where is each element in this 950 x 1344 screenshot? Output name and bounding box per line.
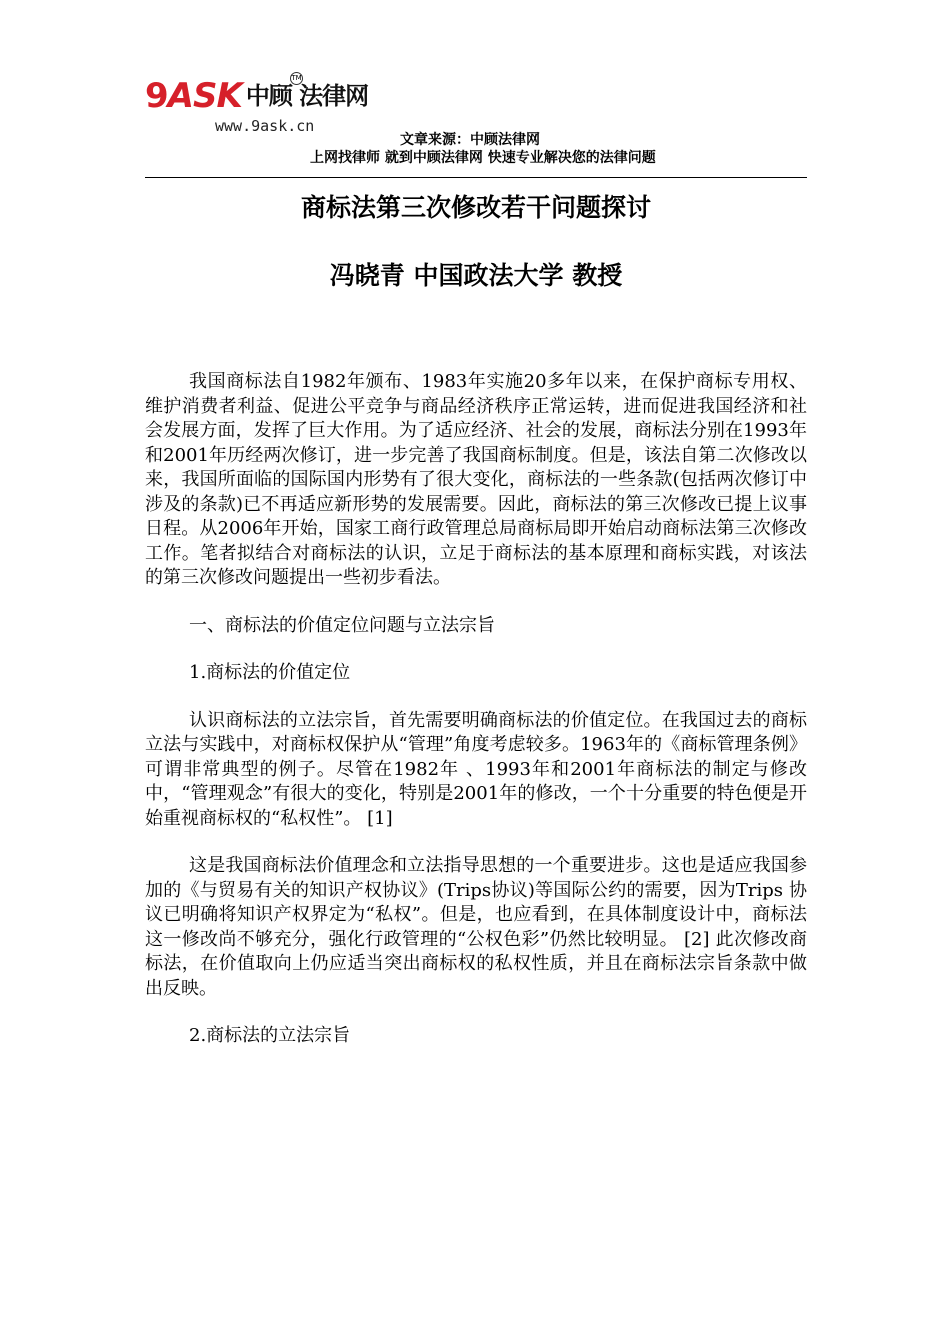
article-source: 文章来源：中顾法律网 <box>400 132 540 148</box>
site-logo[interactable] <box>145 72 405 142</box>
paragraph-progress: 这是我国商标法价值理念和立法指导思想的一个重要进步。这也是适应我国参加的《与贸易有关的知识产权协议》(Trips协议)等国际公约的需要，因为Trips 协议已明确将知识产权界定为“私权”。但是，也应看到，在具体制度设计中，商标法这一修改尚不够充分，强化行政管理的“公权色彩”仍然比较明显。 [2] 此次修改商标法，在价值取向上仍应适当突出商标权的私权性质，并且在商标法宗旨条款中做出反映。 <box>145 855 807 999</box>
site-header <box>145 72 807 180</box>
header-divider <box>145 177 807 178</box>
section-heading-1: 一、商标法的价值定位问题与立法宗旨 <box>189 614 495 636</box>
logo-wordmark <box>145 76 368 116</box>
article-author: 冯晓青 中国政法大学 教授 <box>329 261 623 290</box>
article-title: 商标法第三次修改若干问题探讨 <box>300 193 651 222</box>
article-body <box>145 370 807 1072</box>
subsection-heading-1-1: 1.商标法的价值定位 <box>189 662 351 683</box>
logo-ask: ASK <box>167 76 242 116</box>
paragraph-value-positioning: 认识商标法的立法宗旨，首先需要明确商标法的价值定位。在我国过去的商标立法与实践中，对商标权保护从“管理”角度考虑较多。1963年的《商标管理条例》可谓非常典型的例子。尽管在1982年 、1993年和2001年商标法的制定与修改中，“管理观念”有很大的变化，特别是2001年的修改，一个十分重要的特色便是开始重视商标权的“私权性”。 [1] <box>145 709 807 829</box>
logo-url: www.9ask.cn <box>215 117 315 135</box>
site-tagline: 上网找律师 就到中顾法律网 快速专业解决您的法律问题 <box>310 150 656 166</box>
logo-prefix: 9 <box>145 76 168 116</box>
logo-chinese-name: 中顾 法律网 <box>245 82 369 110</box>
paragraph-intro: 我国商标法自1982年颁布、1983年实施20多年以来，在保护商标专用权、维护消费者利益、促进公平竞争与商品经济秩序正常运转，进而促进我国经济和社会发展方面，发挥了巨大作用。为了适应经济、社会的发展，商标法分别在1993年和2001年历经两次修订，进一步完善了我国商标制度。但是，该法自第二次修改以来，我国所面临的国际国内形势有了很大变化，商标法的一些条款(包括两次修订中涉及的条款)已不再适应新形势的发展需要。因此，商标法的第三次修改已提上议事日程。从2006年开始，国家工商行政管理总局商标局即开始启动商标法第三次修改工作。笔者拟结合对商标法的认识，立足于商标法的基本原理和商标实践，对该法的第三次修改问题提出一些初步看法。 <box>145 371 807 588</box>
trademark-mark: TM <box>290 72 303 85</box>
subsection-heading-1-2: 2.商标法的立法宗旨 <box>189 1025 351 1046</box>
